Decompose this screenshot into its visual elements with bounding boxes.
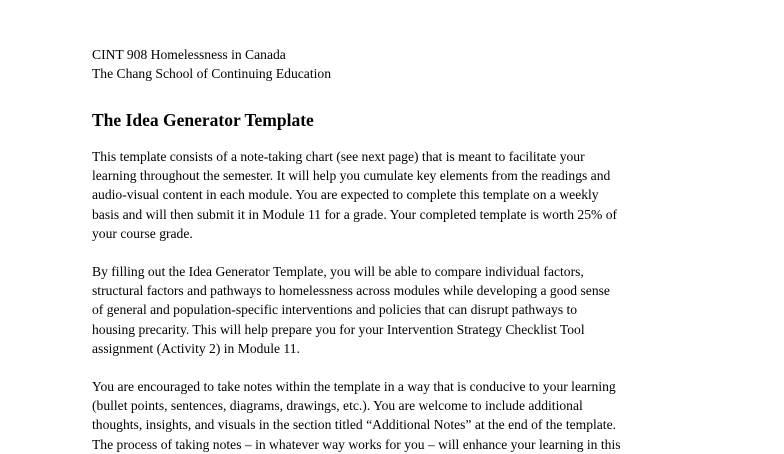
paragraph-line: You are encouraged to take notes within the template in a way that is conducive to your learning xyxy=(92,379,616,395)
paragraph-line: By filling out the Idea Generator Template, you will be able to compare individual factors, xyxy=(92,264,584,280)
school-name: The Chang School of Continuing Education xyxy=(92,66,331,81)
paragraph-line: housing precarity. This will help prepare you for your Intervention Strategy Checklist Tool xyxy=(92,321,585,337)
paragraph-notes xyxy=(92,377,698,454)
course-title: CINT 908 Homelessness in Canada xyxy=(92,47,286,62)
paragraph-line: basis and will then submit it in Module 11 for a grade. Your completed template is worth 25% of xyxy=(92,206,618,222)
paragraph-intro xyxy=(92,147,698,243)
document-title: The Idea Generator Template xyxy=(92,110,314,130)
paragraph-line: (bullet points, sentences, diagrams, drawings, etc.). You are welcome to include additional xyxy=(92,398,583,414)
paragraph-purpose xyxy=(92,262,698,358)
paragraph-line: structural factors and pathways to homelessness across modules while developing a good sense xyxy=(92,283,610,299)
paragraph-line: thoughts, insights, and visuals in the section titled “Additional Notes” at the end of the template. xyxy=(92,417,617,433)
paragraph-line: audio-visual content in each module. You are expected to complete this template on a weekly xyxy=(92,187,599,203)
paragraph-line: your course grade. xyxy=(92,225,193,241)
paragraph-line: assignment (Activity 2) in Module 11. xyxy=(92,340,300,356)
paragraph-line: learning throughout the semester. It will help you cumulate key elements from the readings and xyxy=(92,168,611,184)
document-page xyxy=(92,45,698,454)
paragraph-line: of general and population-specific interventions and policies that can disrupt pathways to xyxy=(92,302,578,318)
paragraph-line: The process of taking notes – in whatever way works for you – will enhance your learning in this xyxy=(92,436,621,452)
paragraph-line: This template consists of a note-taking chart (see next page) that is meant to facilitate your xyxy=(92,149,585,164)
